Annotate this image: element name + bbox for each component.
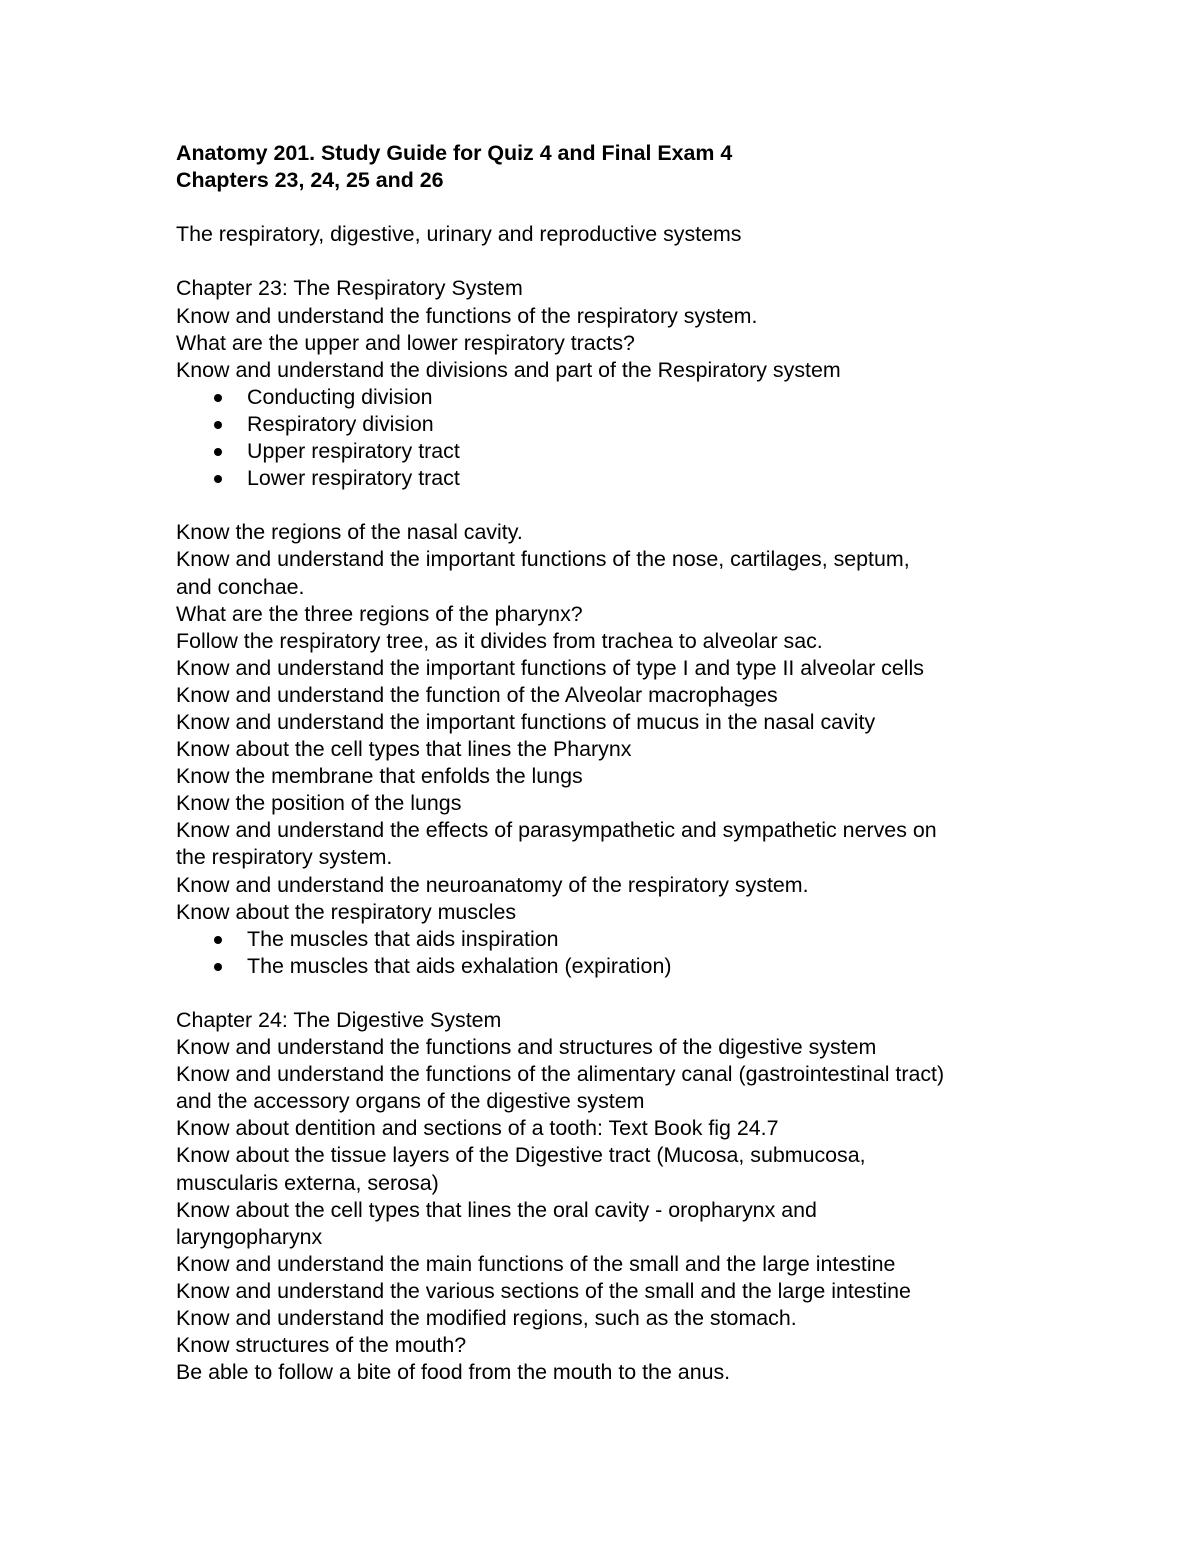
spacer: [176, 248, 1076, 275]
study-line: Know and understand the function of the Alveolar macrophages: [176, 682, 778, 707]
document-title: Anatomy 201. Study Guide for Quiz 4 and Final Exam 4: [176, 141, 733, 165]
bullet-icon: [214, 936, 222, 944]
bullet-text: Lower respiratory tract: [247, 466, 460, 491]
study-line: Know and understand the functions of the alimentary canal (gastrointestinal tract): [176, 1062, 945, 1087]
study-line: Know about dentition and sections of a tooth: Text Book fig 24.7: [176, 1116, 779, 1141]
study-line: Know about the tissue layers of the Digestive tract (Mucosa, submucosa,: [176, 1143, 866, 1168]
document-subtitle: Chapters 23, 24, 25 and 26: [176, 168, 444, 193]
bullet-item: [176, 465, 1076, 492]
study-line: Know and understand the divisions and part of the Respiratory system: [176, 357, 841, 382]
spacer: [176, 980, 1076, 1007]
bullet-text: Respiratory division: [247, 411, 434, 436]
study-line: Follow the respiratory tree, as it divides from trachea to alveolar sac.: [176, 628, 823, 653]
bullet-text: Conducting division: [247, 384, 433, 409]
bullet-item: [176, 411, 1076, 438]
study-line: What are the upper and lower respiratory tracts?: [176, 330, 635, 355]
document-page: [176, 140, 1076, 1386]
intro-line: The respiratory, digestive, urinary and reproductive systems: [176, 222, 742, 247]
bullet-text: Upper respiratory tract: [247, 439, 460, 464]
study-line: and conchae.: [176, 574, 305, 599]
study-line: Know and understand the important functions of mucus in the nasal cavity: [176, 709, 876, 734]
study-line: Know the position of the lungs: [176, 791, 462, 816]
study-line: muscularis externa, serosa): [176, 1170, 439, 1195]
bullet-icon: [214, 475, 222, 483]
study-line: Know and understand the effects of parasympathetic and sympathetic nerves on: [176, 818, 937, 843]
chapter-23-section: [176, 275, 1076, 979]
bullet-item: [176, 384, 1076, 411]
study-line: Know and understand the important functions of type I and type II alveolar cells: [176, 655, 924, 680]
bullet-item: [176, 926, 1076, 953]
study-line: and the accessory organs of the digestive system: [176, 1089, 645, 1114]
muscles-bullet-list: [176, 926, 1076, 980]
study-line: Know about the respiratory muscles: [176, 899, 517, 924]
bullet-icon: [214, 448, 222, 456]
bullet-text: The muscles that aids exhalation (expiration): [247, 953, 672, 978]
study-line: What are the three regions of the pharynx?: [176, 601, 583, 626]
study-line: Know and understand the various sections of the small and the large intestine: [176, 1278, 911, 1303]
study-line: Know the regions of the nasal cavity.: [176, 520, 523, 545]
chapter-24-section: [176, 1007, 1076, 1386]
study-line: the respiratory system.: [176, 845, 393, 870]
bullet-text: The muscles that aids inspiration: [247, 926, 559, 951]
bullet-icon: [214, 394, 222, 402]
study-line: Know and understand the neuroanatomy of the respiratory system.: [176, 872, 809, 897]
study-line: Know and understand the important functions of the nose, cartilages, septum,: [176, 547, 910, 572]
bullet-item: [176, 953, 1076, 980]
chapter-23-heading: Chapter 23: The Respiratory System: [176, 276, 523, 301]
study-line: Know and understand the functions and structures of the digestive system: [176, 1035, 877, 1060]
bullet-icon: [214, 963, 222, 971]
study-line: Know and understand the modified regions, such as the stomach.: [176, 1306, 797, 1331]
spacer: [176, 194, 1076, 221]
study-line: Know and understand the main functions of the small and the large intestine: [176, 1251, 896, 1276]
bullet-item: [176, 438, 1076, 465]
chapter-24-heading: Chapter 24: The Digestive System: [176, 1008, 502, 1032]
study-line: Know structures of the mouth?: [176, 1333, 467, 1358]
study-line: Know about the cell types that lines the oral cavity - oropharynx and: [176, 1197, 817, 1222]
spacer: [176, 492, 1076, 519]
study-line: Know the membrane that enfolds the lungs: [176, 764, 583, 789]
divisions-bullet-list: [176, 384, 1076, 492]
bullet-icon: [214, 421, 222, 429]
study-line: Know and understand the functions of the respiratory system.: [176, 303, 758, 328]
study-line: laryngopharynx: [176, 1224, 323, 1249]
study-line: Be able to follow a bite of food from the mouth to the anus.: [176, 1360, 731, 1385]
study-line: Know about the cell types that lines the Pharynx: [176, 737, 632, 762]
